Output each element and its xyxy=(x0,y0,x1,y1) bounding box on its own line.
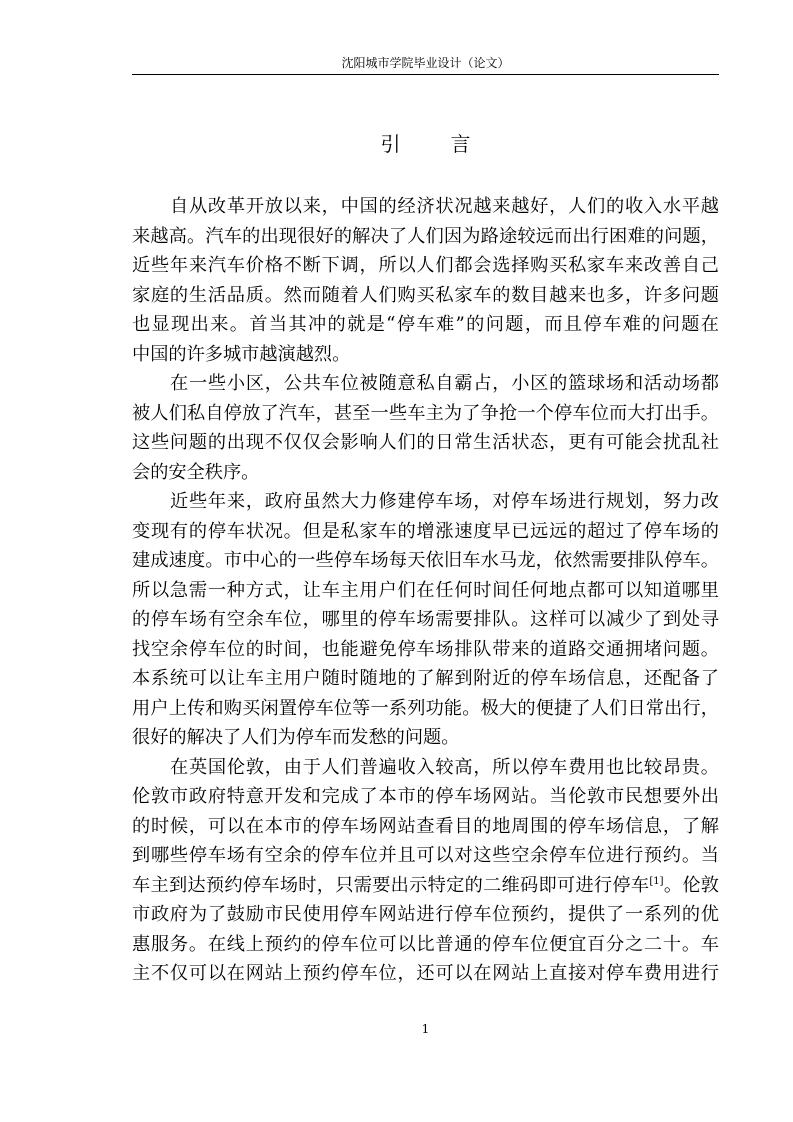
paragraph-1-line: 中国的许多城市越演越烈。 xyxy=(132,343,351,365)
paragraph-2-line: 被人们私自停放了汽车，甚至一些车主为了争抢一个停车位而大打出手。 xyxy=(132,402,719,424)
citation-lead-text: 车主到达预约停车场时，只需要出示特定的二维码即可进行停车 xyxy=(132,874,650,896)
paragraph-4-line: 惠服务。在线上预约的停车位可以比普通的停车位便宜百分之二十。车 xyxy=(132,933,719,955)
title-char-2: 言 xyxy=(450,132,471,156)
paragraph-3-line: 建成速度。市中心的一些停车场每天依旧车水马龙，依然需要排队停车。 xyxy=(132,550,719,571)
paragraph-1-line: 也显现出来。首当其冲的就是“停车难”的问题，而且停车难的问题在 xyxy=(132,314,719,335)
paragraph-2-line: 会的安全秩序。 xyxy=(132,461,260,483)
paragraph-4-line-with-citation xyxy=(132,871,719,901)
paragraph-3-line: 找空余停车位的时间，也能避免停车场排队带来的道路交通拥堵问题。 xyxy=(132,638,719,660)
paragraph-2-line: 在一些小区，公共车位被随意私自霸占，小区的篮球场和活动场都 xyxy=(170,373,719,394)
paragraph-4-line: 伦敦市政府特意开发和完成了本市的停车场网站。当伦敦市民想要外出 xyxy=(132,786,719,807)
paragraph-2-line: 这些问题的出现不仅仅会影响人们的日常生活状态，更有可能会扰乱社 xyxy=(132,432,719,453)
page-number: 1 xyxy=(421,1022,430,1036)
body-text xyxy=(132,192,719,989)
paragraph-3-line: 的停车场有空余车位，哪里的停车场需要排队。这样可以减少了到处寻 xyxy=(132,609,719,630)
paragraph-1-line: 家庭的生活品质。然而随着人们购买私家车的数目越来也多，许多问题 xyxy=(132,284,719,306)
paragraph-4-line: 在英国伦敦，由于人们普遍收入较高，所以停车费用也比较昂贵。 xyxy=(170,756,719,778)
paragraph-4-line: 主不仅可以在网站上预约停车位，还可以在网站上直接对停车费用进行 xyxy=(132,963,719,984)
paragraph-3-line: 近些年来，政府虽然大力修建停车场，对停车场进行规划，努力改 xyxy=(170,491,719,512)
paragraph-1-line: 自从改革开放以来，中国的经济状况越来越好，人们的收入水平越 xyxy=(170,196,719,217)
paragraph-1-line: 来越高。汽车的出现很好的解决了人们因为路途较远而出行困难的问题， xyxy=(132,225,719,247)
paragraph-4-line: 到哪些停车场有空余的停车位并且可以对这些空余停车位进行预约。当 xyxy=(132,845,719,866)
paragraph-3-line: 变现有的停车状况。但是私家车的增涨速度早已远远的超过了停车场的 xyxy=(132,520,719,542)
paragraph-4-line: 的时候，可以在本市的停车场网站查看目的地周围的停车场信息，了解 xyxy=(132,815,719,837)
paragraph-3-line: 很好的解决了人们为停车而发愁的问题。 xyxy=(132,727,460,748)
citation-reference[interactable]: [1] xyxy=(649,875,664,887)
paragraph-3-line: 本系统可以让车主用户随时随地的了解到附近的停车场信息，还配备了 xyxy=(132,668,719,689)
paragraph-4-line: 市政府为了鼓励市民使用停车网站进行停车位预约，提供了一系列的优 xyxy=(132,904,719,925)
paragraph-3-line: 用户上传和购买闲置停车位等一系列功能。极大的便捷了人们日常出行， xyxy=(132,697,719,719)
title-char-1: 引 xyxy=(380,132,401,156)
citation-trailing-text: 。伦敦 xyxy=(663,874,719,896)
paragraph-1-line: 近些年来汽车价格不断下调，所以人们都会选择购买私家车来改善自己 xyxy=(132,255,719,276)
running-header: 沈阳城市学院毕业设计（论文） xyxy=(341,56,510,70)
section-title xyxy=(132,131,719,157)
paragraph-3-line: 所以急需一种方式，让车主用户们在任何时间任何地点都可以知道哪里 xyxy=(132,579,719,601)
header-rule xyxy=(132,74,719,75)
